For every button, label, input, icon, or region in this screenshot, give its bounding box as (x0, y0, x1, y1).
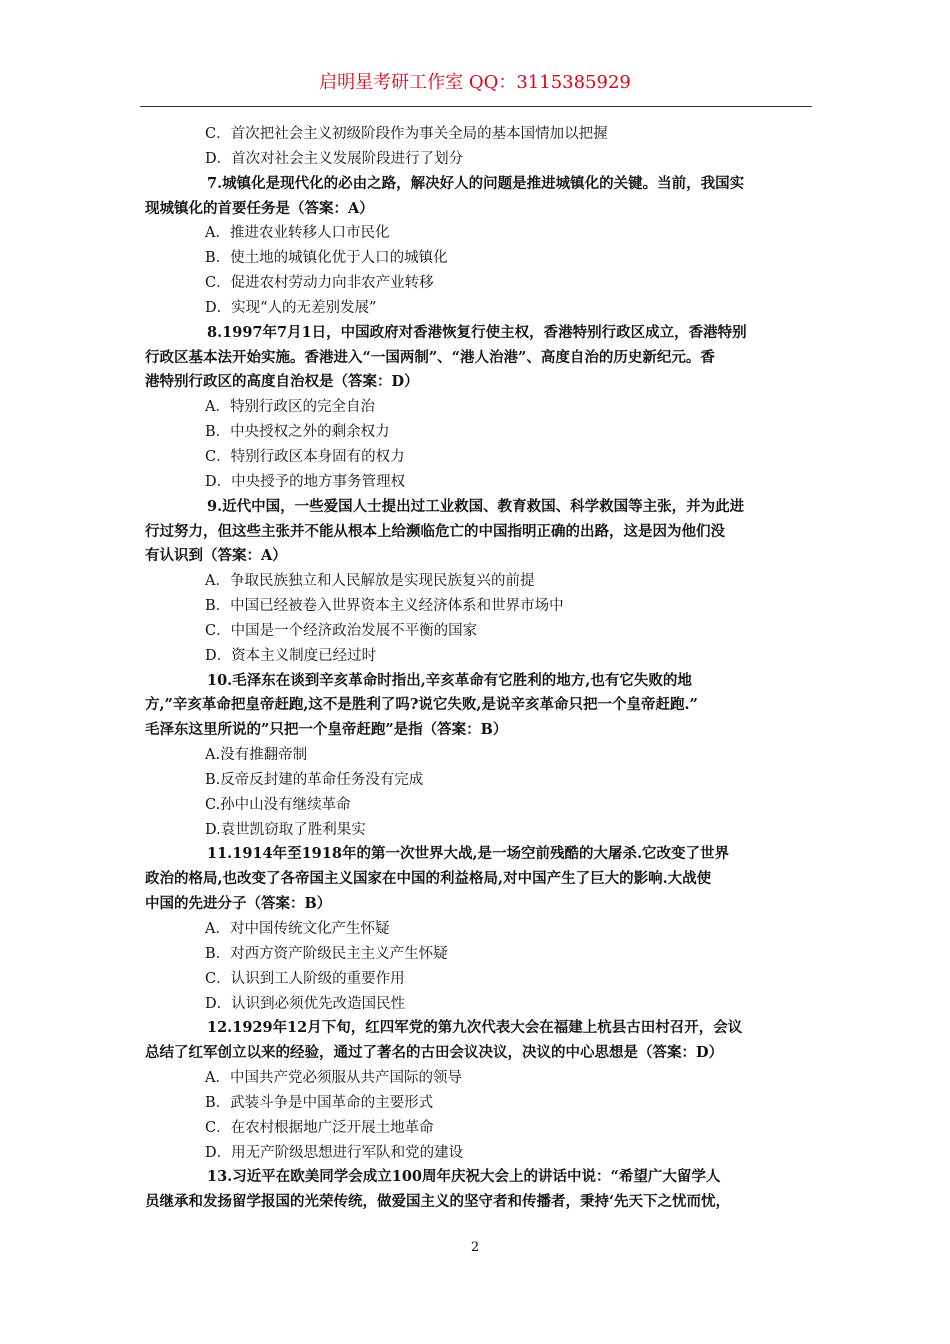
answer-option-line: C．在农村根据地广泛开展土地革命 (205, 1119, 434, 1136)
question-text-line: 港特别行政区的高度自治权是（答案：D） (145, 373, 419, 391)
question-text-line: 13.习近平在欧美同学会成立100周年庆祝大会上的讲话中说：“希望广大留学人 (207, 1168, 721, 1186)
answer-option-line: C．特别行政区本身固有的权力 (205, 448, 405, 465)
question-text-line: 有认识到（答案：A） (145, 547, 287, 565)
question-text-line: 中国的先进分子（答案：B） (145, 895, 332, 913)
answer-option-line: C．认识到工人阶级的重要作用 (205, 970, 405, 987)
answer-option-line: A．争取民族独立和人民解放是实现民族复兴的前提 (205, 573, 535, 590)
answer-option-line: D.袁世凯窃取了胜利果实 (205, 821, 366, 838)
question-text-line: 政治的格局,也改变了各帝国主义国家在中国的利益格局,对中国产生了巨大的影响.大战使 (145, 870, 712, 888)
question-text-line: 现城镇化的首要任务是（答案：A） (145, 199, 374, 217)
answer-option-line: B．使土地的城镇化优于人口的城镇化 (205, 250, 448, 267)
question-text-line: 7.城镇化是现代化的必由之路，解决好人的问题是推进城镇化的关键。当前，我国实 (207, 174, 745, 192)
answer-option-line: A．推进农业转移人口市民化 (205, 225, 390, 242)
question-text-line: 12.1929年12月下旬，红四军党的第九次代表大会在福建上杭县古田村召开，会议 (207, 1019, 743, 1037)
header-divider (140, 106, 812, 107)
answer-option-line: D．认识到必须优先改造国民性 (205, 995, 406, 1012)
answer-option-line: D．用无产阶级思想进行军队和党的建设 (205, 1144, 464, 1161)
question-text-line: 毛泽东这里所说的”只把一个皇帝赶跑”是指（答案：B） (145, 721, 508, 739)
question-text-line: 行政区基本法开始实施。香港进入“一国两制”、“港人治港”、高度自治的历史新纪元。香 (145, 348, 715, 366)
answer-option-line: A．特别行政区的完全自治 (205, 399, 375, 416)
question-text-line: 行过努力，但这些主张并不能从根本上给濒临危亡的中国指明正确的出路，这是因为他们没 (145, 522, 725, 540)
page-number: 2 (470, 1240, 480, 1255)
answer-option-line: D．资本主义制度已经过时 (205, 647, 377, 664)
answer-option-line: C.孙中山没有继续革命 (205, 796, 351, 813)
answer-option-line: B.反帝反封建的革命任务没有完成 (205, 771, 424, 788)
answer-option-line: D．中央授予的地方事务管理权 (205, 473, 406, 490)
answer-option-line: A.没有推翻帝制 (205, 747, 308, 764)
answer-option-line: D．实现“人的无差别发展” (205, 299, 377, 316)
document-body (145, 122, 813, 1215)
answer-option-line: B．对西方资产阶级民主主义产生怀疑 (205, 945, 448, 962)
question-text-line: 总结了红军创立以来的经验，通过了著名的古田会议决议，决议的中心思想是（答案：D） (145, 1044, 724, 1062)
answer-option-line: B．中国已经被卷入世界资本主义经济体系和世界市场中 (205, 598, 564, 615)
answer-option-line: A．对中国传统文化产生怀疑 (205, 921, 390, 937)
answer-option-line: B．中央授权之外的剩余权力 (205, 424, 390, 441)
question-text-line: 10.毛泽东在谈到辛亥革命时指出,辛亥革命有它胜利的地方,也有它失败的地 (207, 671, 692, 689)
answer-option-line: C．促进农村劳动力向非农产业转移 (205, 275, 434, 292)
answer-option-line: C．中国是一个经济政治发展不平衡的国家 (205, 622, 478, 639)
page-header-title: 启明星考研工作室 QQ：3115385929 (319, 72, 631, 93)
question-text-line: 方,”辛亥革命把皇帝赶跑,这不是胜利了吗?说它失败,是说辛亥革命只把一个皇帝赶跑.” (145, 696, 698, 714)
answer-option-line: C．首次把社会主义初级阶段作为事关全局的基本国情加以把握 (205, 126, 608, 142)
question-text-line: 8.1997年7月1日，中国政府对香港恢复行使主权，香港特别行政区成立，香港特别 (207, 323, 747, 341)
answer-option-line: A．中国共产党必须服从共产国际的领导 (205, 1070, 462, 1087)
question-text-line: 11.1914年至1918年的第一次世界大战,是一场空前残酷的大屠杀.它改变了世界 (207, 845, 730, 863)
question-text-line: 9.近代中国，一些爱国人士提出过工业救国、教育救国、科学救国等主张，并为此进 (207, 497, 745, 515)
question-text-line: 员继承和发扬留学报国的光荣传统，做爱国主义的坚守者和传播者，秉持‘先天下之忧而忧， (145, 1193, 731, 1211)
answer-option-line: B．武装斗争是中国革命的主要形式 (205, 1094, 434, 1111)
answer-option-line: D．首次对社会主义发展阶段进行了划分 (205, 150, 464, 167)
